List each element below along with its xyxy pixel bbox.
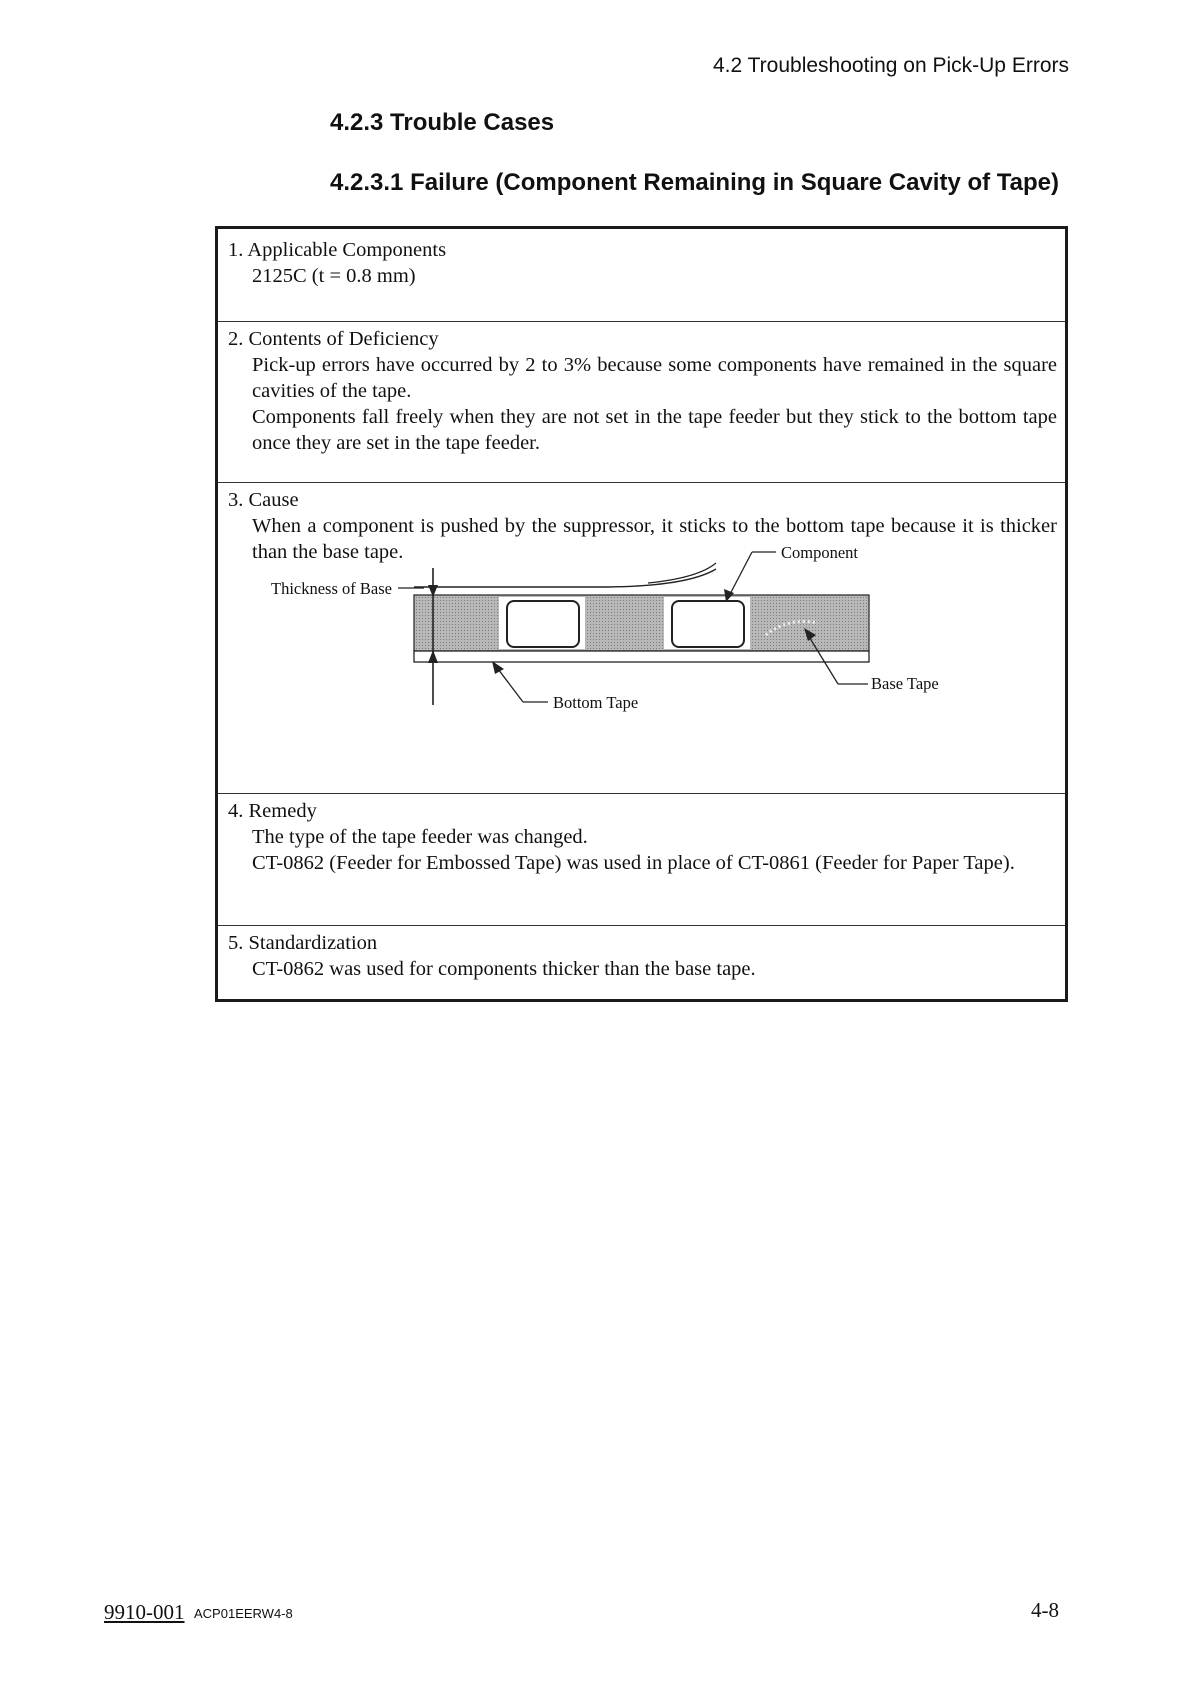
section-body bbox=[252, 352, 1057, 456]
cavity-component bbox=[507, 601, 579, 647]
label-bottom-tape: Bottom Tape bbox=[553, 693, 639, 712]
label-base-tape: Base Tape bbox=[871, 674, 939, 693]
top-tape-line bbox=[414, 569, 716, 587]
section-body bbox=[252, 824, 1057, 876]
top-tape-line bbox=[648, 563, 716, 583]
section-heading: 3. Cause bbox=[228, 489, 299, 511]
section-heading: 5. Standardization bbox=[228, 932, 378, 954]
subsection-title: 4.2.3.1 Failure (Component Remaining in Square Cavity of Tape) bbox=[330, 169, 1060, 196]
standardization-section bbox=[218, 926, 1065, 1002]
body-line: Pick-up errors have occurred by 2 to 3% because some components have remained in the square cavities of the tape. bbox=[252, 354, 1057, 402]
footer-doc-code: ACP01EERW4-8 bbox=[194, 1606, 293, 1621]
body-line: The type of the tape feeder was changed. bbox=[252, 826, 588, 848]
bottom-tape-leader bbox=[492, 661, 548, 702]
section-body bbox=[252, 956, 1057, 982]
section-title: 4.2.3 Trouble Cases bbox=[330, 109, 555, 136]
trouble-case-box bbox=[215, 226, 1068, 1002]
body-line: Components fall freely when they are not set in the tape feeder but they stick to the bottom tape once they are set in the tape feeder. bbox=[252, 406, 1057, 454]
section-heading: 1. Applicable Components bbox=[228, 239, 447, 261]
section-heading: 4. Remedy bbox=[228, 800, 317, 822]
remedy-section bbox=[218, 794, 1065, 926]
base-tape bbox=[414, 595, 869, 651]
body-line: CT-0862 (Feeder for Embossed Tape) was used in place of CT-0861 (Feeder for Paper Tape). bbox=[252, 852, 1015, 874]
footer-doc-number: 9910-001 bbox=[104, 1600, 185, 1624]
applicable-components-section bbox=[218, 229, 1065, 322]
body-line: 2125C (t = 0.8 mm) bbox=[252, 265, 416, 287]
cause-section bbox=[218, 483, 1065, 794]
body-line: When a component is pushed by the suppressor, it sticks to the bottom tape because it is thicker than the base tape. bbox=[252, 515, 1057, 563]
tape-cross-section-diagram bbox=[218, 483, 1071, 794]
section-body bbox=[252, 263, 1057, 289]
page-number: 4-8 bbox=[1031, 1598, 1059, 1622]
section-heading: 2. Contents of Deficiency bbox=[228, 328, 439, 350]
label-thickness-of-base: Thickness of Base bbox=[271, 579, 392, 598]
bottom-tape bbox=[414, 651, 869, 662]
label-component: Component bbox=[781, 543, 858, 562]
running-header: 4.2 Troubleshooting on Pick-Up Errors bbox=[712, 54, 1069, 77]
body-line: CT-0862 was used for components thicker than the base tape. bbox=[252, 958, 756, 980]
contents-of-deficiency-section bbox=[218, 322, 1065, 483]
cavity-component bbox=[672, 601, 744, 647]
